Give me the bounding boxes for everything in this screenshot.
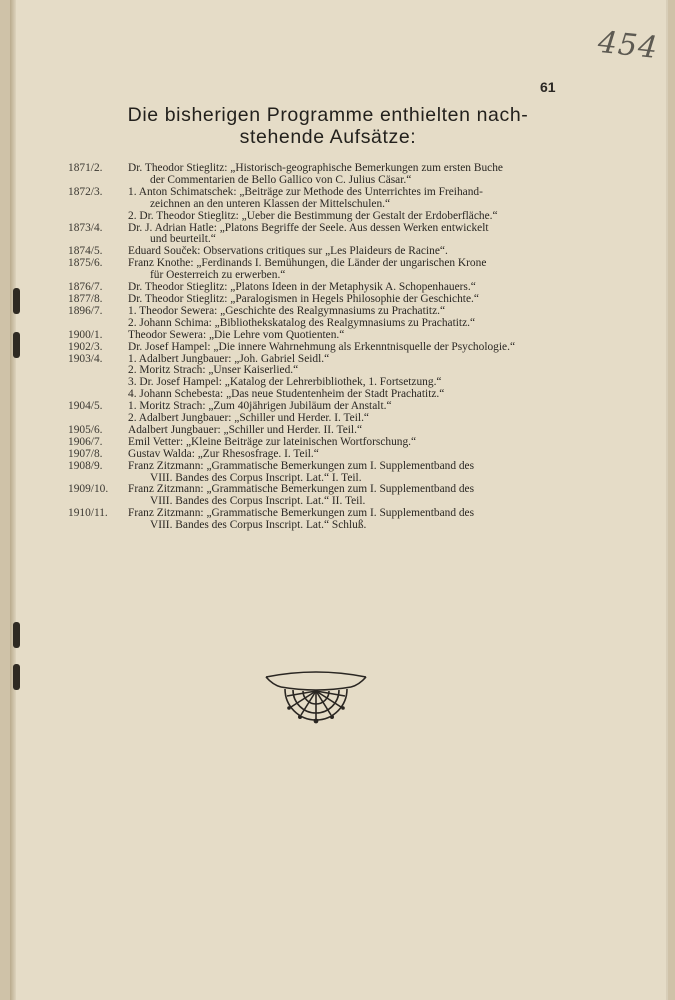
entry-line: 2. Adalbert Jungbauer: „Schiller und Herder. I. Teil.“ xyxy=(128,412,369,425)
entry-text xyxy=(128,484,560,508)
entry-line: Theodor Sewera: „Die Lehre vom Quotienten.“ xyxy=(128,328,345,341)
entry-line: 2. Dr. Theodor Stieglitz: „Ueber die Bestimmung der Gestalt der Erdoberfläche.“ xyxy=(128,209,498,222)
entry-line: VIII. Bandes des Corpus Inscript. Lat.“ II. Teil. xyxy=(150,495,366,508)
entry-line: VIII. Bandes des Corpus Inscript. Lat.“ I. Teil. xyxy=(150,471,362,484)
entry-year: 1873/4. xyxy=(68,221,103,234)
entry-line: und beurteilt.“ xyxy=(150,233,216,246)
handwritten-note: 454 xyxy=(596,24,660,67)
program-entry xyxy=(68,258,560,282)
entry-year: 1906/7. xyxy=(68,435,103,448)
entry-line: 2. Johann Schima: „Bibliothekskatalog des Realgymnasiums zu Prachatitz.“ xyxy=(128,316,476,329)
entry-line: 1. Adalbert Jungbauer: „Joh. Gabriel Seidl.“ xyxy=(128,352,330,365)
entry-text xyxy=(128,258,560,282)
entry-year: 1908/9. xyxy=(68,459,103,472)
entry-line: Franz Zitzmann: „Grammatische Bemerkungen zum I. Supplementband des xyxy=(128,459,475,472)
entry-line: 1. Theodor Sewera: „Geschichte des Realgymnasiums zu Prachatitz.“ xyxy=(128,304,446,317)
entry-line: VIII. Bandes des Corpus Inscript. Lat.“ Schluß. xyxy=(150,519,367,532)
entry-line: Eduard Souček: Observations critiques sur „Les Plaideurs de Racine“. xyxy=(128,245,448,258)
staple-mark xyxy=(13,664,20,690)
entry-text xyxy=(128,330,560,342)
page-number: 61 xyxy=(540,79,556,95)
entry-year: 1900/1. xyxy=(68,328,103,341)
entry-year: 1874/5. xyxy=(68,245,103,258)
entry-text xyxy=(128,354,560,402)
entry-year: 1872/3. xyxy=(68,185,103,198)
entry-line: zeichnen an den unteren Klassen der Mittelschulen.“ xyxy=(150,197,391,210)
entry-text xyxy=(128,437,560,449)
entry-text xyxy=(128,342,560,354)
binding-fold xyxy=(10,0,16,1000)
entry-year: 1904/5. xyxy=(68,400,103,413)
program-entry xyxy=(68,187,560,223)
entry-line: der Commentarien de Bello Gallico von C. Julius Cäsar.“ xyxy=(150,173,412,186)
document-page xyxy=(10,0,668,1000)
entry-year: 1877/8. xyxy=(68,292,103,305)
entry-text xyxy=(128,401,560,425)
entry-line: 1. Moritz Strach: „Zum 40jährigen Jubiläum der Anstalt.“ xyxy=(128,400,392,413)
entry-line: Dr. Theodor Stieglitz: „Historisch-geographische Bemerkungen zum ersten Buche xyxy=(128,162,503,174)
program-entry xyxy=(68,401,560,425)
entry-line: Franz Zitzmann: „Grammatische Bemerkungen zum I. Supplementband des xyxy=(128,507,475,520)
program-entry xyxy=(68,342,560,354)
entry-line: Dr. Theodor Stieglitz: „Platons Ideen in der Metaphysik A. Schopenhauers.“ xyxy=(128,281,476,294)
staple-mark xyxy=(13,332,20,358)
entry-year: 1871/2. xyxy=(68,162,103,174)
program-list xyxy=(68,163,560,532)
entry-line: Gustav Walda: „Zur Rhesosfrage. I. Teil.“ xyxy=(128,447,319,460)
entry-line: 3. Dr. Josef Hampel: „Katalog der Lehrerbibliothek, 1. Fortsetzung.“ xyxy=(128,376,442,389)
entry-line: 4. Johann Schebesta: „Das neue Studentenheim der Stadt Prachatitz.“ xyxy=(128,388,445,401)
entry-year: 1903/4. xyxy=(68,352,103,365)
entry-line: 2. Moritz Strach: „Unser Kaiserlied.“ xyxy=(128,364,299,377)
staple-mark xyxy=(13,622,20,648)
entry-line: für Oesterreich zu erwerben.“ xyxy=(150,269,286,282)
entry-year: 1905/6. xyxy=(68,423,103,436)
entry-line: Emil Vetter: „Kleine Beiträge zur lateinischen Wortforschung.“ xyxy=(128,435,417,448)
entry-text xyxy=(128,223,560,247)
entry-line: Dr. Theodor Stieglitz: „Paralogismen in Hegels Philosophie der Geschichte.“ xyxy=(128,292,479,305)
entry-line: Franz Knothe: „Ferdinands I. Bemühungen, die Länder der ungarischen Krone xyxy=(128,257,487,270)
title-line: Die bisherigen Programme enthielten nach- xyxy=(127,104,529,126)
entry-year: 1875/6. xyxy=(68,257,103,270)
entry-year: 1907/8. xyxy=(68,447,103,460)
program-entry xyxy=(68,354,560,402)
entry-text xyxy=(128,461,560,485)
entry-text xyxy=(128,187,560,223)
program-entry xyxy=(68,484,560,508)
page-title xyxy=(98,104,558,148)
program-entry xyxy=(68,461,560,485)
entry-line: Dr. Josef Hampel: „Die innere Wahrnehmung als Erkenntnisquelle der Psychologie.“ xyxy=(128,340,515,353)
program-entry xyxy=(68,330,560,342)
program-entry xyxy=(68,437,560,449)
title-line: stehende Aufsätze: xyxy=(239,126,417,148)
entry-year: 1909/10. xyxy=(68,483,109,496)
entry-year: 1910/11. xyxy=(68,507,108,520)
entry-text xyxy=(128,163,560,187)
fan-ornament-icon xyxy=(263,663,369,727)
entry-text xyxy=(128,508,560,532)
entry-text xyxy=(128,449,560,461)
entry-line: Adalbert Jungbauer: „Schiller und Herder. II. Teil.“ xyxy=(128,423,363,436)
entry-line: Franz Zitzmann: „Grammatische Bemerkungen zum I. Supplementband des xyxy=(128,483,475,496)
entry-text xyxy=(128,306,560,330)
entry-year: 1902/3. xyxy=(68,340,103,353)
entry-line: 1. Anton Schimatschek: „Beiträge zur Methode des Unterrichtes im Freihand- xyxy=(128,185,483,198)
program-entry xyxy=(68,449,560,461)
entry-year: 1896/7. xyxy=(68,304,103,317)
entry-line: Dr. J. Adrian Hatle: „Platons Begriffe der Seele. Aus dessen Werken entwickelt xyxy=(128,221,489,234)
staple-mark xyxy=(13,288,20,314)
entry-year: 1876/7. xyxy=(68,281,103,294)
program-entry xyxy=(68,508,560,532)
program-entry xyxy=(68,223,560,247)
program-entry xyxy=(68,306,560,330)
program-entry xyxy=(68,163,560,187)
